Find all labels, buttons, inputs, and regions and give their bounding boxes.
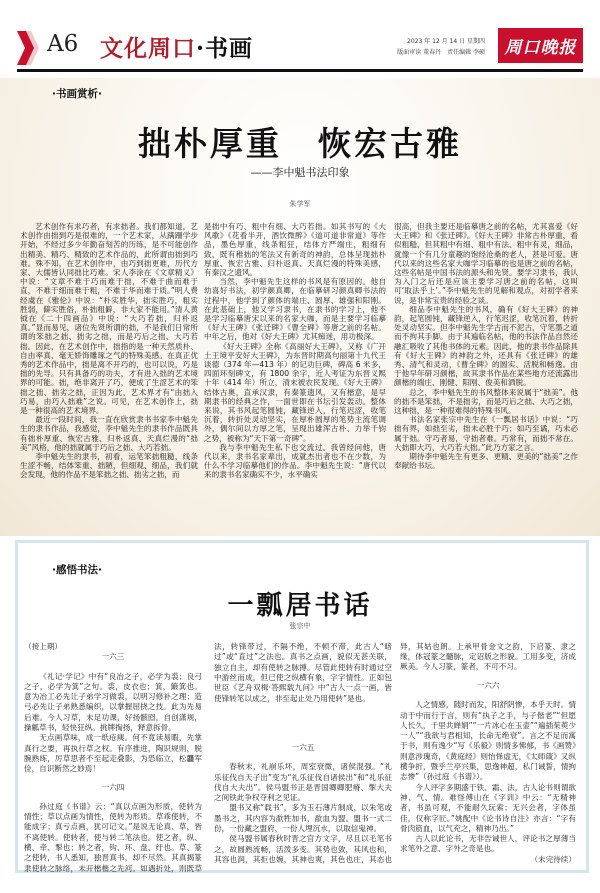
section-number: 一六五 (291, 743, 315, 752)
issue-info (390, 36, 485, 58)
article1-column-2 (204, 222, 386, 480)
article2-column-3 (400, 642, 576, 865)
paragraph: 期待李中魁先生有更多、更精、更美的“拙美”之作奉献给书坛。 (394, 452, 578, 471)
newspaper-logo: 周口晚报 (498, 28, 583, 63)
editors: 版面审读 董春丹 责任编辑 李硕 (397, 49, 485, 56)
page-number: A6 (47, 31, 79, 57)
paragraph: 当然，李中魁先生这样的书风是有原因的。他自幼喜好书法，初学颜真卿，在临摹研习颜真卿书法的过程中，他学到了颜体的端庄、圆厚、雄强和阳刚。在此基础上，他又学习隶书，在隶书的学习上，他不是学习临摹唐宋以来的名家大咖，而是主要学习临摹《好大王碑》《张迁碑》《曹全碑》等唐之前的名帖。中年之后，他对《好大王碑》尤其痴迷，用功极深。 (204, 277, 386, 342)
paragraph: 古人以此论书，无非告诫世人，评论书之厚薄当求笔外之意、字外之奇是也。 (400, 834, 576, 854)
article1-column-3 (394, 222, 578, 470)
section-name: 文化周口 (100, 35, 196, 62)
article1-title: 拙朴厚重 恢宏古雅 (138, 124, 462, 163)
paragraph (214, 642, 392, 735)
paragraph: 李中魁先生的隶书，初看，运笔笨拙粗糙，线条生涩不畅，结体笨重、拙陋，但细观、细品，我们就会发现，他的作品不是笨拙之拙、拙劣之拙，而 (20, 452, 198, 480)
paragraph: 今人评字多期盛于铁、霜、法，古人论书则谓欲神、气、情。难怪傅山在《字训》中云：“无精神者，书虽可观，不能耐久玩索；无兴会者，字体虽佳，仅称字匠。”姚配中《论书诗自注》亦言：“字有骨肉筋血，以气充之，精神乃出。” (400, 782, 576, 833)
article2-kicker: ·感悟书法· (52, 564, 102, 576)
section-number: 一六四 (101, 782, 125, 792)
paragraph-continuation: 法，转锋带过，不隔不绝，不顿不滞，此古人“暗过”或“直过”之法也。真书之点画，貌似无甚关联，独立自主，却有使转之脉搏。尽管此使转有时通过空中游丝而成，但已使之纵横有象，字字情性。正如包世臣《艺舟双楫·答熙载九问》中“古人一点一画，皆使锋转笔以成之，非至起止处乃用使转”是也。 (214, 642, 392, 703)
header-divider (17, 69, 583, 72)
paragraph: 《礼记·学记》中有“良冶之子，必学为裘；良弓之子，必学为箕”之句。裘，皮衣也；箕，簸箕也。意为冶工必先让子弟学习做裘，以明习修补之理；造弓必先让子弟熟悉编织，以掌握屈挠之技。此为先易后难。今人习草，未足功课，好扬骸囵，自创潇规，操觚草书，轻快狂纵。挑牌掏扬，释意拆骨。 (24, 671, 202, 733)
section-number: 一六三 (101, 652, 125, 662)
paragraph: 书法名家张宗中先生在《一瓢居书话》中说：“巧拙有界，如拙至劣，拙未必胜于巧；如巧至谲，巧未必属于拙。守巧者易，守拙者难。巧常有，而拙不常在。大拙即大巧，大巧若大拙。”此乃方家之言。 (394, 415, 578, 452)
continued-note: （接上期） (24, 642, 62, 651)
paragraph: 春秋末，礼崩乐坏，周室衰微，诸侯混强。“礼乐征伐自天子出”变为“礼乐征伐自诸侯出”和“礼乐征伐自大夫出”。侯马盟书正是晋国卿卿肥瘠、掣大夫之间铁此争权夺利之见证。 (214, 762, 392, 803)
paragraph (400, 642, 576, 673)
paragraph: 总之，李中魁先生的书风整体来说属于“拙美”。他的拙不是笨拙，不是拙劣，而是巧后之拙、大巧之拙，这种拙，是一种很难得的特殊书风。 (394, 387, 578, 416)
article2-column-1 (24, 642, 202, 873)
paragraph: 盟书又称“载书”，多为玉石薄片制成，以朱笔或墨书之，其内容为歃牲加书，歃血为盟。盟书一式二份，一份藏之盟府，一份人埋沉水，以取信鬼神。 (214, 803, 392, 834)
paragraph: 很高，但我主要还是临摹唐之前的名帖，尤其喜爱《好大王碑》和《张迁碑》。《好大王碑》非常古朴厚重，看似粗糙，但其粗中有细、粗中有法、粗中有灵，细品，就像一个有几分童趣的饱经沧桑的老人，甚是可爱。唐代以来的这些名家大咖学习临摹的也是唐之前的名帖，这些名帖是中国书法的源头和先贤。要学习隶书，我认为入门之后还是应该主要学习唐之前的名帖，这叫可‘取法乎上’。”李中魁先生的见解和观点，对初学者来说，是非常宝贵的经验之谈。 (394, 222, 578, 305)
article1-column-1 (20, 222, 198, 480)
to-be-continued: （未完待续） (530, 854, 576, 864)
paragraph: 最近一段时间，我一直在欣赏隶书书家李中魁先生的隶书作品，我感觉，李中魁先生的隶书作品既具有拙朴厚重、恢宏古雅、归朴返真、天真烂漫的“拙美”风格，他的拙就属于巧后之拙、大巧若拙。 (20, 415, 198, 452)
paragraph: 《好大王碑》全称《高丽好大王碑》，又称《广开土王境平安好大王碑》，为东晋时期高句丽第十九代王谈德（374 年—413 年）的记功巨碑，碑高 6 米多，四面环刻碑文，有 1800 余字，近人考证为东晋义熙十年（414 年）所立，清末被农民发现。《好大王碑》结体古奥，直承汉隶，有秦篆遗风，又有楷意，是早期隶书的经典之作，一面世即在书坛引发轰动。整体来说，其书风起笔圆钝，藏锋逆入，行笔迟涩，收笔沉着，转折处灵动坚实，在厚朴圆厚的笔势主流笔调外，偶尔间以方厚之笔，呈现出雄浑古朴、力举千钧之势，被称为“天下第一奇碑”。 (204, 341, 386, 443)
section-title: 文化周口·书画 (100, 35, 254, 62)
article2-title: 一瓢居书话 (227, 591, 373, 621)
paragraph: 无点画草味，成一纸疮痍。何不竟读易暇，先掌真行之要，再执行草之权。有序推进，陶识规则，脱腕熟练，厉草思者不至起走叠影，为恐临立，松龘军俭，自识断然之妙焉！ (24, 733, 202, 774)
issue-date: 2023 年 12 月 14 日 星期四 (407, 38, 485, 45)
article2-column-2 (214, 642, 392, 865)
chevron-icon (17, 31, 39, 65)
paragraph: 艺术创作有求巧者，有求拙者。我们都知道，艺术创作由拙到巧是很难的，一个艺术家，从蹒跚学步开始，不经过多少年勤奋刻苦的历练，是不可能创作出精美、精巧、精致的艺术作品的，此所谓由拙到巧难。殊不知，在艺术创作中，由巧到拙更难，历代方家、大儒皆认同拙比巧难。宋人李涂在《文章精义》中说：“文章不难于巧而难于拙，不难于曲而难于直，不难于细而难于粗，不难于华而难于质。”明人费经虞在《雅伦》中说：“朴实胜华，拙实胜巧，粗实胜弱，僻实胜俗，朴拙粗僻，非大家不能用。”清人黄钺在《二十四画品》中说：“大巧若拙，归朴返真。”显而易见，诸位先贤所谓的拙，不是我们日常所谓的笨拙之拙、拙劣之拙，而是巧后之拙、大巧若拙。因此，在艺术创作中，拙指的是一种天然质朴、自由率真、毫无娇饰雕琢之气的特殊美感。在真正优秀的艺术作品中，拙是离不开巧的，也可以说，巧是拙的先导。只有具备巧的功夫，才有进入拙的艺术境界的可能。拙，绝非离开了巧，便成了生涩艺术的笨拙之拙、拙劣之拙，正因为此，艺术界才有“由拙入巧易，由巧入拙难”之说。可见，在艺术创作上，拙是一种很高的艺术境界。 (20, 222, 198, 416)
section-sub: 书画 (205, 35, 254, 62)
paragraph: 人之情感，随时而发，阳舒阴惨，本乎天时。情动于中而行于言，则有“执子之手，与子偕老”“但愿人长久，千里共婵娟”“一片冰心在玉壶”“遍插茱萸少一人”“我欲与君相知，长命无绝衰”。言之不足而寓于书，则有逸少“写《乐毅》则情多怫郁，书《画赞》则意涉瑰奇，《黄庭经》则怡怿虚无，《太师箴》又纵横争折，暨乎兰亭兴集，思逸神超，私门诫誓，情拘志惨”（孙过庭《书谱》）。 (400, 700, 576, 782)
article1-subtitle: ——李中魁书法印象 (250, 166, 350, 179)
article1-kicker: ·书画赏析· (52, 88, 102, 100)
paragraph: 孙过庭《书谱》云：“真以点画为形质，使转为情性；草以点画为情性，使转为形质。草乖使转，不能成字；真亏点画，犹可记文。”是说无论真、草，皆不离使转。使转者，使与转二笔法也。使之者，纵、横、牵、掣也；转之者，钩、环、盘、纡也。草、篆之使转，书人悉知，独晋真书，却不尽然。其真揭篆隶使转之脉络，未开楷楷之先河。如遇折处，则既草 (24, 801, 202, 873)
paragraph: 是拙中有巧、粗中有细、大巧若拙。如其书写的《大风歌》《花看半开，酒饮微醉》《道可道非常道》等作品，墨色厚重，线条粗狂，结体方严端庄，粗细有致，既有稚拙的笔法又有新奇的神韵，总体呈现拙朴厚重、恢宏古雅、归朴返真、天真烂漫的特殊美感，有秦汉之遗风。 (204, 222, 386, 278)
paragraph: 侯马盟书属春秋时晋之官方文字，尽且以毛笔书之，故圆熟流畅，活泼多变。其势也敛，其风也和，其容也润，其拒也婉，其神也爽，其色也庄，其态也 (214, 834, 392, 864)
section-number: 一六六 (476, 681, 500, 690)
paragraph: 我与李中魁先生私下也交流过。我曾经问他，唐代以来，隶书名家辈出，成就杰出者也不在少数，为什么不学习临摹他们的作品。李中魁先生说：“唐代以来的隶书名家确实不少，水平确实 (204, 442, 386, 480)
paragraph: 细品李中魁先生的书风，确有《好大王碑》的神韵，起笔圆钝，藏锋逆入，行笔迟涩，收笔沉着，转折处灵动坚实。但李中魁先生学古而不泥古，守笔墨之道而不拘其手脚。由于其遍临名帖，他的书法作品自然还融汇吸收了其他书体的元素。因此，他的隶书作品除具有《好大王碑》的神韵之外，还具有《张迁碑》的雄秀、清气和灵动，《曹全碑》的圆实、活脱和畅逸。由于他早年研习颜楷，故其隶书作品在某些地方还流露出颜楷的端庄、刚健、阳刚、俊美和洒脱。 (394, 304, 578, 388)
article2-author: 张宗中 (289, 622, 311, 630)
paragraph-continuation: 异，其姑也朗。上承甲骨金文之韵，下启篆、隶之缘，体冠篆之髓脉，定诏版之形貌。工用多变，济成厥美。今人习篆，篆者，不可不习。 (400, 642, 576, 672)
article1-author: 朱学军 (289, 200, 311, 208)
